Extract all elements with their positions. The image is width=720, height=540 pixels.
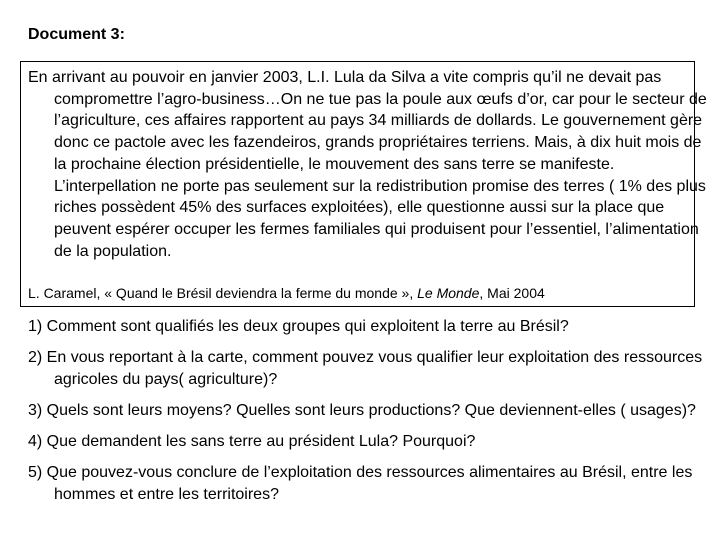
question-2: 2) En vous reportant à la carte, comment pouvez vous qualifier leur exploitation des ressources agricoles du pays( agriculture)? [28,349,703,388]
question-5: 5) Que pouvez-vous conclure de l’exploitation des ressources alimentaires au Brésil, entre les hommes et entre les territoires? [28,464,693,503]
question-list [28,316,703,515]
quote-box [20,61,707,307]
quote-source [28,284,545,302]
source-date: , Mai 2004 [479,285,545,301]
question-3: 3) Quels sont leurs moyens? Quelles sont leurs productions? Que deviennent-elles ( usages)? [28,402,696,419]
quote-text: En arrivant au pouvoir en janvier 2003, L.I. Lula da Silva a vite compris qu’il ne devait pas compromettre l’agro-business…On ne tue pas la poule aux œufs d’or, car pour le secteur de l’agriculture, ces affaires rapportent au pays 34 milliards de dollards. Le gouvernement gère donc ce pactole avec les fazendeiros, grands propriétaires terriens. Mais, à dix huit mois de la prochaine élection présidentielle, le mouvement des sans terre se manifeste. L’interpellation ne porte pas seulement sur la redistribution promise des terres ( 1% des plus riches possèdent 45% des surfaces exploitées), elle questionne aussi sur la place que peuvent espérer occuper les fermes familiales qui produisent pour l’essentiel, l’alimentation de la population. [28,69,707,260]
question-4: 4) Que demandent les sans terre au président Lula? Pourquoi? [28,433,476,450]
source-publication: Le Monde [417,285,480,301]
source-author: L. Caramel, « Quand le Brésil deviendra la ferme du monde », [28,285,418,301]
question-1: 1) Comment sont qualifiés les deux groupes qui exploitent la terre au Brésil? [28,318,569,335]
document-title: Document 3: [28,26,125,43]
